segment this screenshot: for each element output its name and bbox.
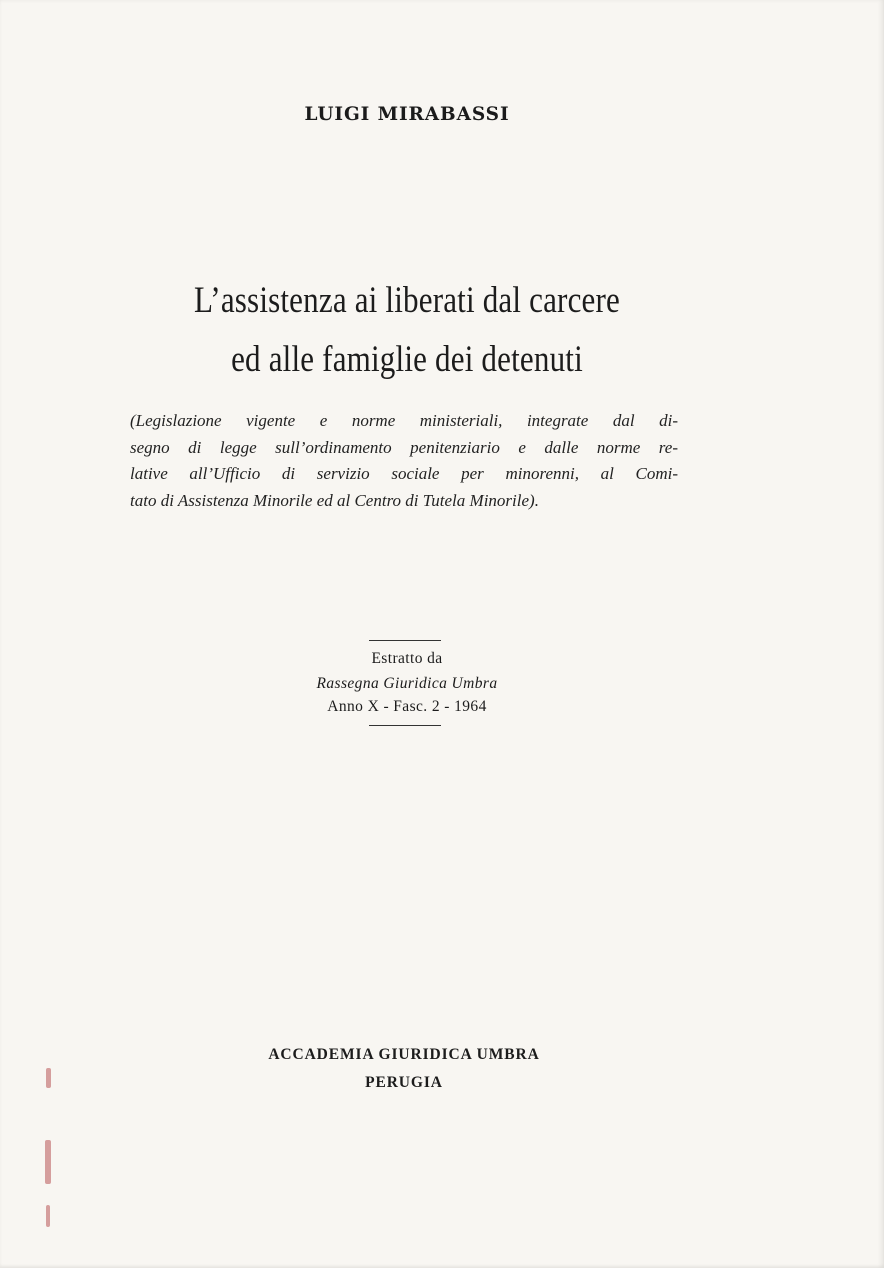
subtitle-line: lative all’Ufficio di servizio sociale per minorenni, al Comi- [130,464,678,483]
journal-name: Rassegna Giuridica Umbra [316,675,498,692]
subtitle-line: segno di legge sull’ordinamento penitenziario e dalle norme re- [130,437,678,457]
divider-rule [369,640,441,641]
subtitle-line: tato di Assistenza Minorile ed al Centro di Tutela Minorile). [130,490,539,510]
page-edge [0,1268,890,1280]
divider-rule [369,725,441,726]
extract-label: Estratto da [371,650,443,667]
subtitle-line: (Legislazione vigente e norme ministeriali, integrate dal di- [130,411,678,430]
page-edge [884,0,890,1280]
title-line-1: L’assistenza ai liberati dal carcere [194,280,620,321]
publisher-city: PERUGIA [365,1074,443,1091]
issue-info: Anno X - Fasc. 2 - 1964 [327,698,487,715]
subtitle-paragraph [130,408,678,514]
ink-mark [45,1140,51,1184]
publisher-name: ACCADEMIA GIURIDICA UMBRA [268,1046,540,1063]
ink-mark [46,1068,51,1088]
author-name: LUIGI MIRABASSI [304,104,510,125]
title-line-2: ed alle famiglie dei detenuti [231,339,583,380]
ink-mark [46,1205,50,1227]
